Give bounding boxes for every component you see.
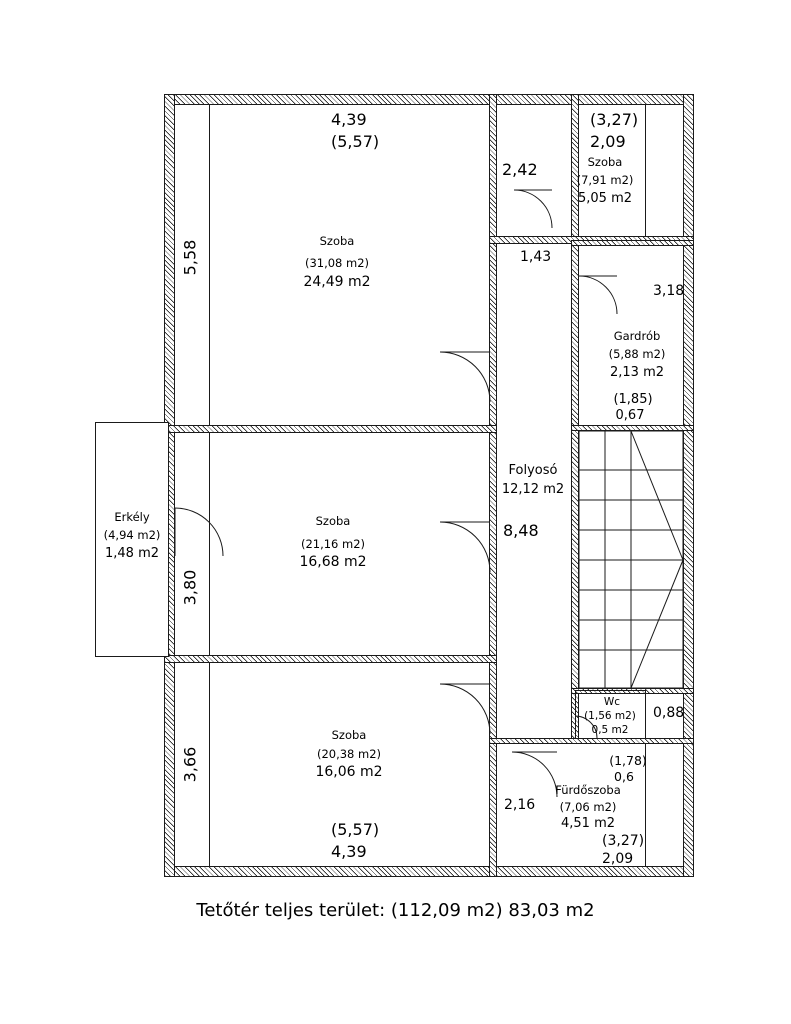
wc-box-right (645, 690, 646, 738)
plan-caption: Tetőtér teljes terület: (112,09 m2) 83,03 m2 (196, 900, 595, 921)
room-label-gardrob-name: Gardrób (613, 329, 661, 343)
dim-3-18: 3,18 (653, 283, 685, 299)
room-label-szoba-3-name: Szoba (331, 728, 367, 742)
dim-1-85: (1,85) (613, 392, 653, 407)
dim-2-16: 2,16 (504, 797, 536, 813)
room-label-erkely-net: 1,48 m2 (104, 546, 160, 561)
room-label-gardrob-net: 2,13 m2 (609, 365, 665, 380)
room-label-szoba-2-net: 16,68 m2 (299, 554, 367, 570)
dim-0-67: 0,67 (615, 408, 645, 423)
dim-top-left-net: (5,57) (331, 132, 380, 151)
wall-right-inner (571, 94, 579, 240)
wall-bottom (164, 866, 694, 877)
room-label-furdoszoba-name: Fürdőszoba (555, 783, 621, 797)
wall-gardrob-bottom (571, 425, 694, 431)
room-label-szoba-4-name: Szoba (587, 155, 623, 169)
wall-wc-top (571, 688, 694, 694)
inner-line-topright (645, 105, 646, 236)
room-label-folyoso-net: 12,12 m2 (501, 482, 565, 497)
room-label-erkely-name: Erkély (114, 510, 150, 524)
room-label-szoba-2-gross: (21,16 m2) (300, 537, 366, 551)
room-label-furdoszoba-gross: (7,06 m2) (559, 800, 617, 814)
dim-top-left-gross: 4,39 (331, 110, 367, 129)
room-label-wc-name: Wc (603, 696, 621, 708)
dim-left-mid: 3,80 (180, 569, 200, 606)
dim-bottom-right-gross: (3,27) (602, 833, 645, 849)
dim-8-48: 8,48 (503, 521, 539, 540)
room-label-szoba-1-name: Szoba (319, 234, 355, 248)
wall-corridor-left (489, 94, 497, 877)
room-label-gardrob-gross: (5,88 m2) (608, 347, 666, 361)
room-label-szoba-1-gross: (31,08 m2) (304, 256, 370, 270)
room-label-szoba-4-gross: (7,91 m2) (576, 173, 634, 187)
dim-bottom-right-net: 2,09 (602, 851, 634, 867)
room-label-wc-net: 0,5 m2 (591, 724, 629, 736)
dim-left-upper: 5,58 (180, 239, 200, 276)
dim-2-42: 2,42 (502, 160, 538, 179)
dim-top-right-gross: (3,27) (590, 110, 639, 129)
dim-bottom-left-net: 4,39 (331, 842, 367, 861)
dim-0-6: 0,6 (614, 769, 634, 784)
room-label-szoba-2-name: Szoba (315, 514, 351, 528)
inner-line-left-2 (209, 433, 210, 655)
wc-box-left (575, 690, 576, 738)
room-label-szoba-4-net: 5,05 m2 (577, 191, 633, 206)
dim-top-right-net: 2,09 (590, 132, 626, 151)
wall-mid-lower (164, 655, 497, 663)
room-label-erkely-gross: (4,94 m2) (103, 528, 161, 542)
dim-left-lower: 3,66 (180, 746, 200, 783)
dim-1-43: 1,43 (520, 249, 552, 265)
wall-right (683, 94, 694, 877)
inner-line-left (209, 105, 210, 425)
wall-mid-upper (164, 425, 497, 433)
room-label-folyoso-name: Folyosó (508, 463, 558, 478)
room-label-wc-gross: (1,56 m2) (584, 710, 636, 722)
room-label-szoba-1-net: 24,49 m2 (303, 274, 371, 290)
room-label-szoba-3-net: 16,06 m2 (315, 764, 383, 780)
wall-gardrob-top (571, 240, 694, 246)
wall-corridor-right (571, 240, 579, 742)
balcony-edge-top (95, 422, 169, 423)
dim-1-78: (1,78) (609, 753, 647, 768)
wc-box-top (575, 690, 645, 691)
inner-line-left-3 (209, 663, 210, 866)
room-label-szoba-3-gross: (20,38 m2) (316, 747, 382, 761)
wall-wc-bottom (489, 738, 694, 744)
wall-top (164, 94, 694, 105)
room-label-furdoszoba-net: 4,51 m2 (560, 816, 616, 831)
dim-0-88: 0,88 (653, 705, 685, 721)
dim-bottom-left-gross: (5,57) (331, 820, 380, 839)
